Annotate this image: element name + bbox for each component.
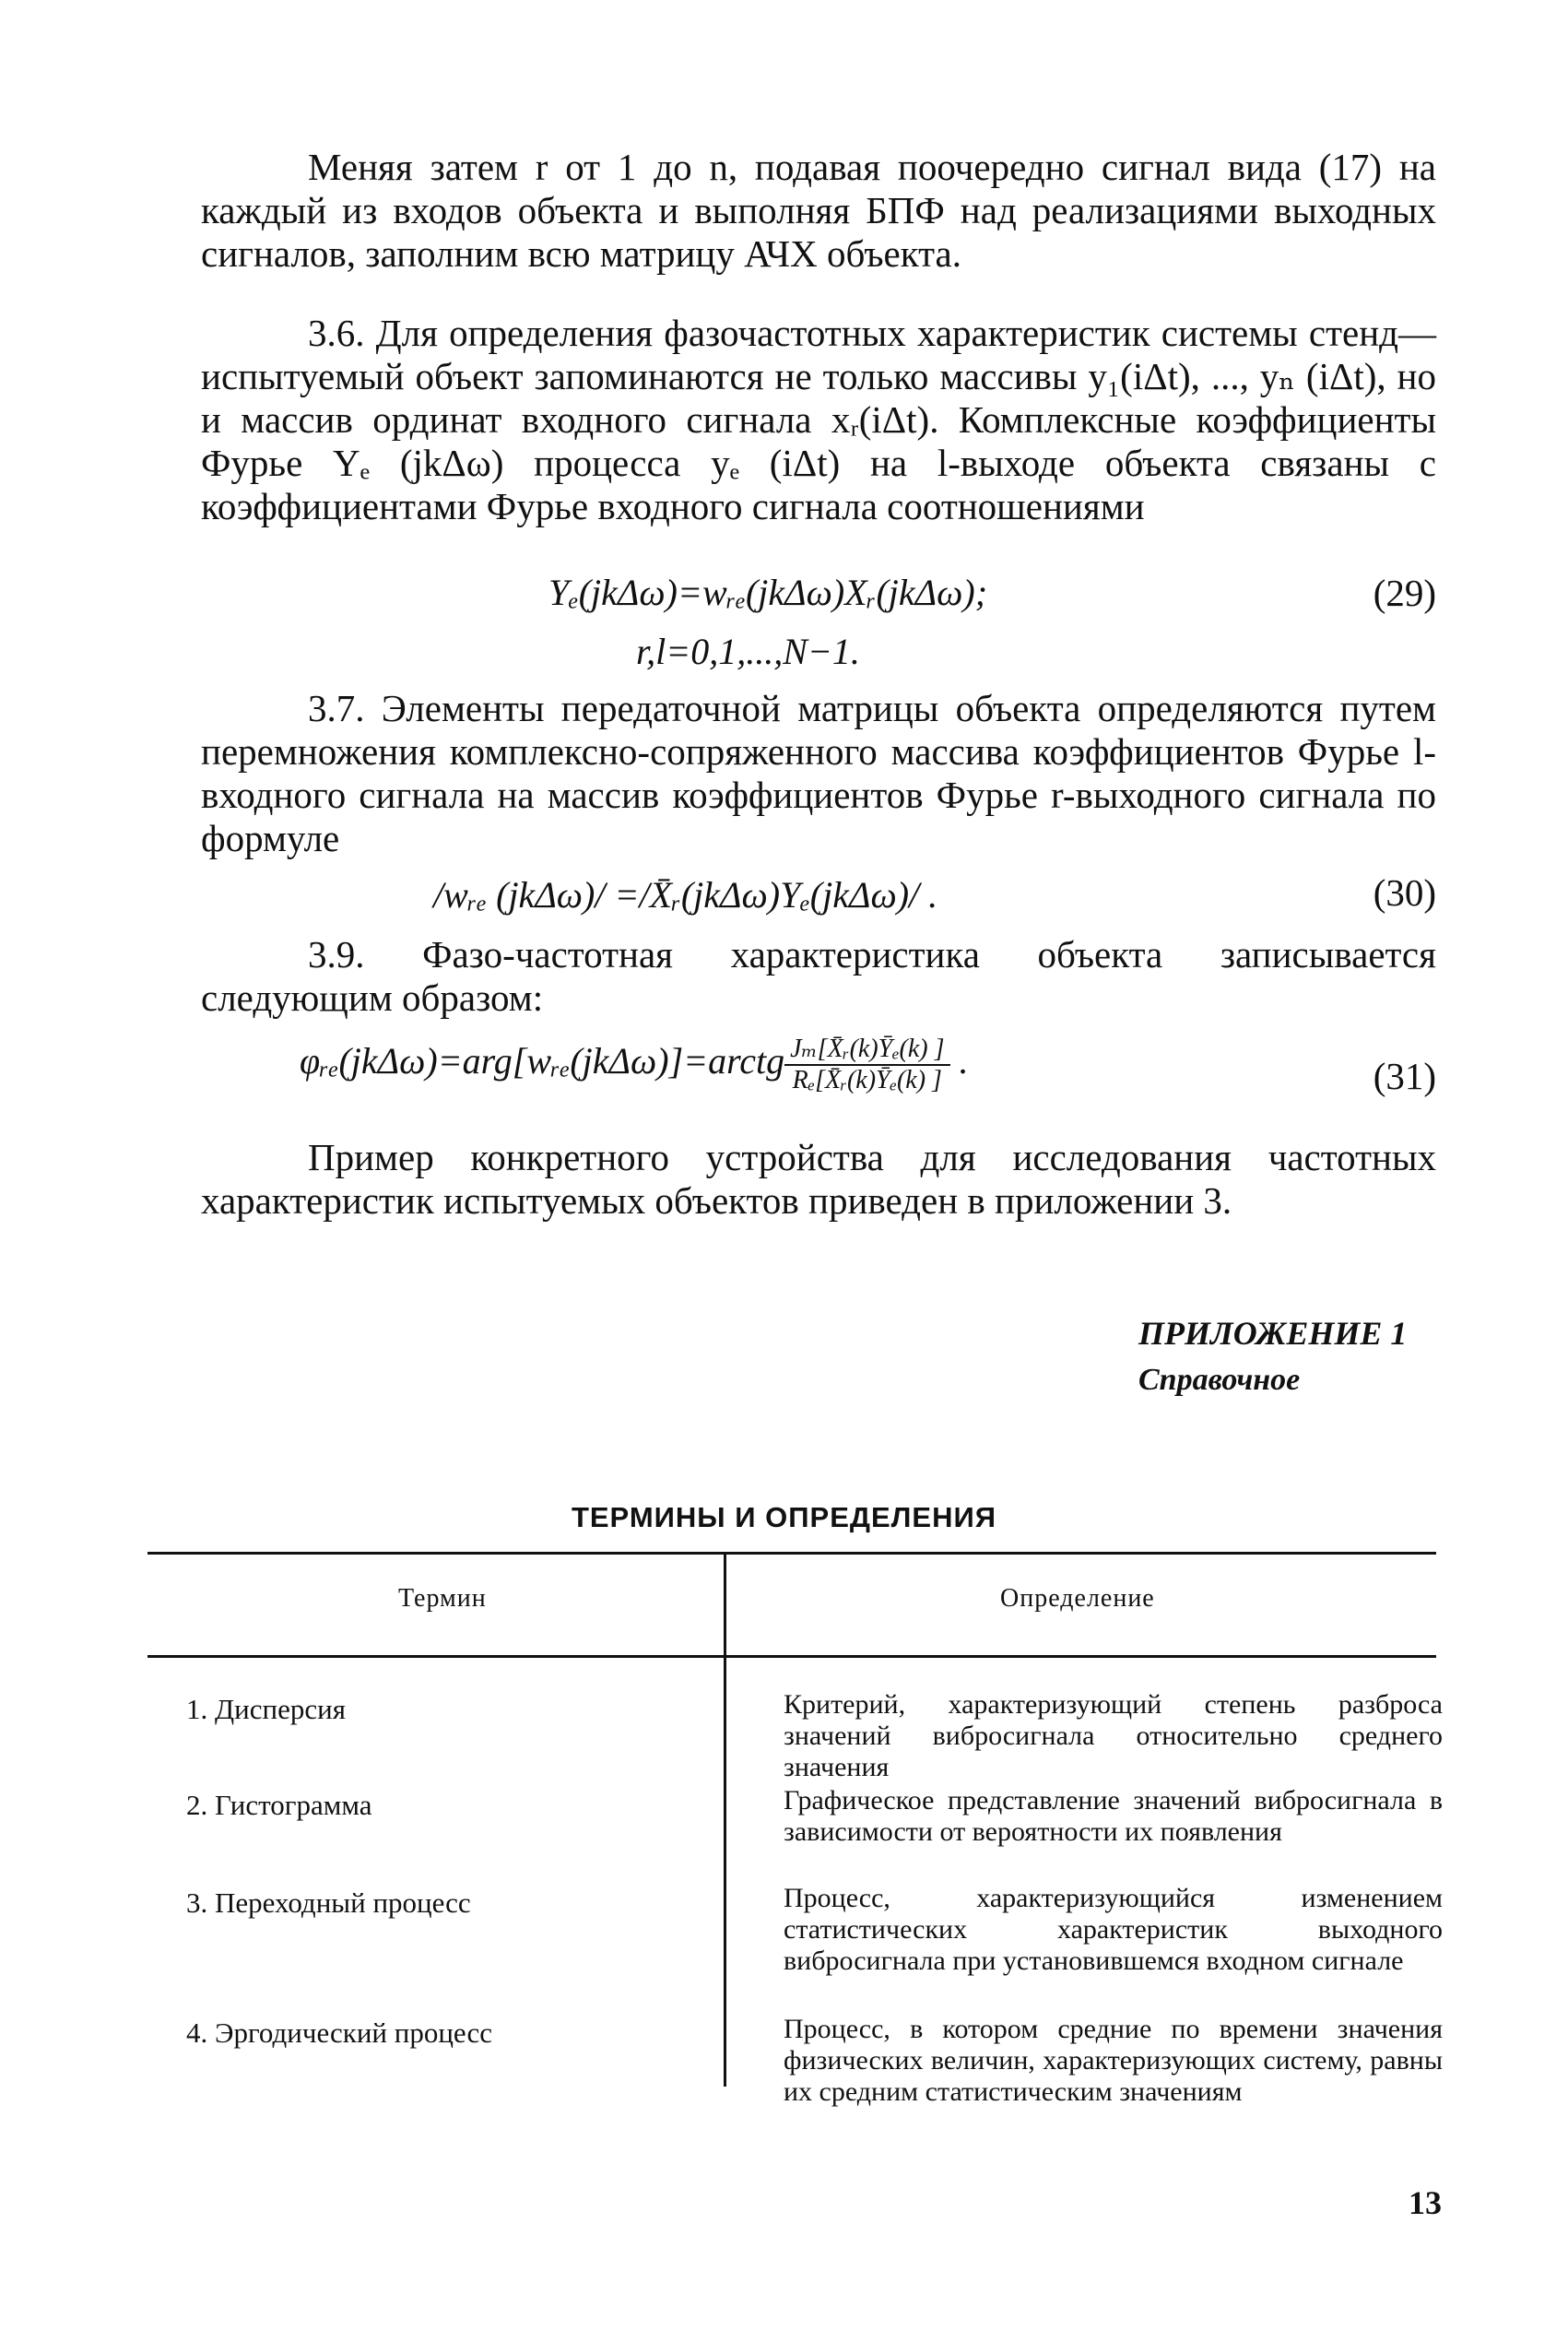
equation-number-31: (31) — [1373, 1055, 1436, 1097]
table-header-term: Термин — [398, 1584, 487, 1613]
table-definition-transient-process: Процесс, характеризующийся изменением статистических характеристик выходного вибросигнала при установившемся входном сигнале — [784, 1883, 1443, 1976]
table-header-rule — [147, 1655, 1436, 1658]
formula-29-line1: Yₑ(jkΔω)=wᵣₑ(jkΔω)Xᵣ(jkΔω); — [548, 572, 988, 613]
formula-31-fraction — [784, 1035, 949, 1095]
formula-31-denominator: Rₑ[X̄ᵣ(k)Ȳₑ(k) ] — [792, 1066, 942, 1094]
paragraph-3-9 — [201, 933, 1436, 1020]
table-title: ТЕРМИНЫ И ОПРЕДЕЛЕНИЯ — [571, 1501, 997, 1533]
paragraph-example — [201, 1136, 1436, 1223]
formula-31-tail: . — [959, 1040, 969, 1082]
table-definition-histogram: Графическое представление значений вибросигнала в зависимости от вероятности их появления — [784, 1785, 1443, 1847]
appendix-subtitle: Справочное — [1138, 1363, 1301, 1397]
table-term-dispersion: 1. Дисперсия — [186, 1693, 346, 1725]
table-header-definition: Определение — [1000, 1584, 1155, 1613]
page-number: 13 — [1409, 2184, 1442, 2221]
formula-31-numerator: Jₘ[X̄ᵣ(k)Ȳₑ(k) ] — [784, 1035, 949, 1066]
paragraph-3-7 — [201, 687, 1436, 860]
formula-30: /wᵣₑ (jkΔω)/ =/X̄ᵣ(jkΔω)Yₑ(jkΔω)/ . — [433, 874, 938, 916]
table-definition-ergodic-process: Процесс, в котором средние по времени значения физических величин, характеризующих систему, равны их средним статистическим значениям — [784, 2014, 1443, 2107]
paragraph-text: 3.6. Для определения фазочастотных характеристик системы стенд—испытуемый объект запоминаются не только массивы y₁(iΔt), ..., yₙ (iΔt), но и массив ординат входного сигнала xᵣ(iΔt). Комплексные коэффициенты Фурье Yₑ (jkΔω) процесса yₑ (iΔt) на l-выходе объекта связаны с коэффициентами Фурье входного сигнала соотношениями — [201, 312, 1436, 527]
paragraph-3-6 — [201, 312, 1436, 528]
formula-31 — [300, 1035, 969, 1095]
table-top-rule — [147, 1552, 1436, 1555]
equation-number-29: (29) — [1373, 572, 1436, 614]
formula-31-left: φᵣₑ(jkΔω)=arg[wᵣₑ(jkΔω)]=arctg — [300, 1040, 785, 1082]
equation-number-30: (30) — [1373, 871, 1436, 914]
table-column-divider — [724, 1552, 726, 2087]
paragraph-text: 3.9. Фазо-частотная характеристика объекта записывается следующим образом: — [201, 933, 1436, 1019]
table-term-transient-process: 3. Переходный процесс — [186, 1886, 471, 1919]
table-definition-dispersion: Критерий, характеризующий степень разброса значений вибросигнала относительно среднего значения — [784, 1689, 1443, 1782]
paragraph-matrix-fill — [201, 146, 1436, 276]
table-term-ergodic-process: 4. Эргодический процесс — [186, 2017, 492, 2049]
formula-29-line2: r,l=0,1,...,N−1. — [636, 631, 860, 672]
paragraph-text: 3.7. Элементы передаточной матрицы объекта определяются путем перемножения комплексно-сопряженного массива коэффициентов Фурье l-входного сигнала на массив коэффициентов Фурье r-выходного сигнала по формуле — [201, 687, 1436, 859]
paragraph-text: Меняя затем r от 1 до n, подавая поочередно сигнал вида (17) на каждый из входов объекта и выполняя БПФ над реализациями выходных сигналов, заполним всю матрицу АЧХ объекта. — [201, 146, 1436, 275]
table-term-histogram: 2. Гистограмма — [186, 1789, 372, 1821]
appendix-title: ПРИЛОЖЕНИЕ 1 — [1138, 1315, 1408, 1352]
paragraph-text: Пример конкретного устройства для исследования частотных характеристик испытуемых объектов приведен в приложении 3. — [201, 1136, 1436, 1222]
